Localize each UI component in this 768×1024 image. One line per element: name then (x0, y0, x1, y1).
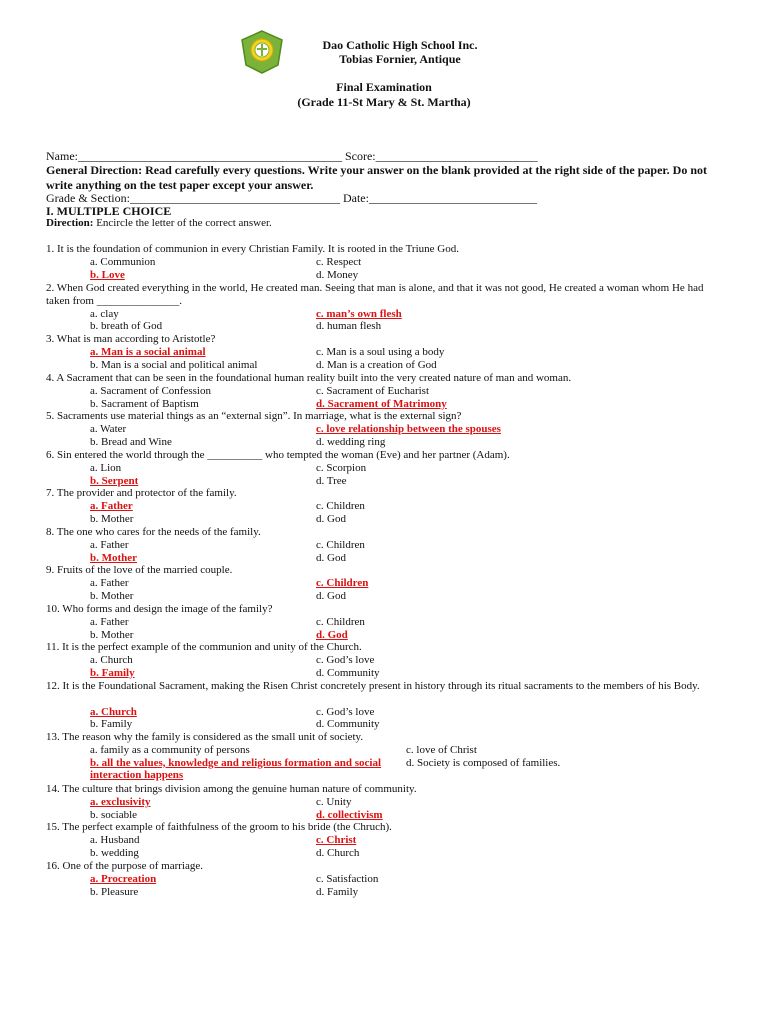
option-c: c. love of Christ (406, 743, 477, 756)
question-text: 4. A Sacrament that can be seen in the foundational human reality built into the very created nature of man and woman. (46, 372, 572, 384)
option-d: d. Community (316, 718, 380, 731)
option-c: c. Children (316, 538, 365, 551)
option-a: a. Communion (90, 255, 156, 268)
option-a: a. Man is a social animal (90, 345, 206, 358)
option-c: c. God’s love (316, 653, 375, 666)
option-b: b. Bread and Wine (90, 435, 172, 448)
option-b: b. sociable (90, 808, 138, 821)
option-b: b. all the values, knowledge and religious formation and social interaction happens (90, 756, 382, 782)
general-direction: General Direction: Read carefully every questions. Write your answer on the blank provided at the right side of the paper. Do not write anything on the test paper except your answer. (46, 163, 707, 192)
question-text: 15. The perfect example of faithfulness of the groom to his bride (the Chruch). (46, 821, 392, 833)
direction-text: Encircle the letter of the correct answer. (93, 217, 272, 229)
question-text: 2. When God created everything in the world, He created man. Seeing that man is alone, and that it was not good, He created a woman whom He had taken from _______________. (46, 282, 704, 307)
option-c: c. Satisfaction (316, 872, 379, 885)
question-text: 5. Sacraments use material things as an “external sign”. In marriage, what is the external sign? (46, 410, 462, 422)
question-text: 3. What is man according to Aristotle? (46, 333, 216, 345)
grade-date-line: Grade & Section:___________________________________ Date:____________________________ (46, 191, 537, 205)
option-b: b. Mother (90, 589, 134, 602)
question-text: 11. It is the perfect example of the communion and unity of the Church. (46, 641, 362, 653)
option-b: b. Family (90, 666, 135, 679)
option-a: a. Water (90, 422, 127, 435)
option-d: d. Money (316, 268, 359, 281)
option-d: d. Church (316, 846, 360, 859)
option-a: a. Church (90, 705, 137, 718)
direction-label: Direction: (46, 217, 94, 229)
option-d: d. Society is composed of families. (406, 756, 561, 769)
question-text: 14. The culture that brings division among the genuine human nature of community. (46, 783, 417, 795)
option-b: b. Pleasure (90, 885, 139, 898)
school-header (290, 38, 510, 66)
option-b: b. breath of God (90, 320, 163, 333)
option-d: d. God (316, 551, 346, 564)
option-a: a. Church (90, 653, 133, 666)
option-c: c. Man is a soul using a body (316, 345, 445, 358)
option-c: c. Scorpion (316, 461, 367, 474)
question-text: 8. The one who cares for the needs of the family. (46, 526, 261, 538)
option-b: b. Sacrament of Baptism (90, 397, 199, 410)
option-c: c. Children (316, 576, 369, 589)
question-text: 1. It is the foundation of communion in every Christian Family. It is rooted in the Triune God. (46, 243, 459, 255)
section-direction (46, 217, 272, 229)
section-title: I. MULTIPLE CHOICE (46, 204, 172, 218)
option-b: b. Mother (90, 512, 134, 525)
option-b: b. Love (90, 268, 125, 281)
school-logo-icon (240, 30, 284, 74)
option-c: c. God’s love (316, 705, 375, 718)
option-d: d. God (316, 589, 346, 602)
option-d: d. Tree (316, 474, 347, 487)
option-a: a. Sacrament of Confession (90, 384, 211, 397)
option-b: b. Mother (90, 551, 138, 564)
option-c: c. love relationship between the spouses (316, 422, 501, 435)
option-c: c. Children (316, 615, 365, 628)
option-d: d. collectivism (316, 808, 383, 821)
option-c: c. Children (316, 499, 365, 512)
option-d: d. God (316, 628, 348, 641)
option-a: a. clay (90, 307, 119, 320)
option-a: a. Father (90, 499, 133, 512)
option-d: d. God (316, 512, 346, 525)
question-text: 6. Sin entered the world through the __________ who tempted the woman (Eve) and her partner (Adam). (46, 449, 510, 461)
question-text: 7. The provider and protector of the family. (46, 487, 237, 499)
option-a: a. Husband (90, 833, 140, 846)
option-b: b. wedding (90, 846, 139, 859)
question-text: 9. Fruits of the love of the married couple. (46, 564, 233, 576)
option-c: c. man’s own flesh (316, 307, 402, 320)
exam-title: Final Examination (336, 80, 432, 94)
option-b: b. Man is a social and political animal (90, 358, 258, 371)
option-c: c. Christ (316, 833, 357, 846)
option-c: c. Unity (316, 795, 352, 808)
option-a: a. Lion (90, 461, 122, 474)
option-d: d. Man is a creation of God (316, 358, 437, 371)
option-b: b. Family (90, 718, 133, 731)
option-a: a. exclusivity (90, 795, 151, 808)
question-text: 13. The reason why the family is considered as the small unit of society. (46, 731, 364, 743)
option-d: d. human flesh (316, 320, 382, 333)
option-b: b. Mother (90, 628, 134, 641)
question-text: 16. One of the purpose of marriage. (46, 860, 204, 872)
option-a: a. Father (90, 576, 129, 589)
option-a: a. Father (90, 538, 129, 551)
option-d: d. Family (316, 885, 359, 898)
option-a: a. family as a community of persons (90, 743, 250, 756)
school-name: Dao Catholic High School Inc. (322, 38, 478, 52)
option-d: d. wedding ring (316, 435, 386, 448)
question-text: 10. Who forms and design the image of the family? (46, 603, 273, 615)
name-score-line: Name:____________________________________________ Score:___________________________ (46, 149, 538, 163)
option-c: c. Respect (316, 255, 362, 268)
option-a: a. Procreation (90, 872, 157, 885)
exam-subtitle: (Grade 11-St Mary & St. Martha) (297, 95, 471, 109)
option-c: c. Sacrament of Eucharist (316, 384, 430, 397)
option-d: d. Sacrament of Matrimony (316, 397, 447, 410)
option-a: a. Father (90, 615, 129, 628)
school-location: Tobias Fornier, Antique (339, 52, 461, 66)
question-text: 12. It is the Foundational Sacrament, making the Risen Christ concretely present in history through its ritual sacraments to the members of his Body. (46, 680, 700, 692)
option-b: b. Serpent (90, 474, 139, 487)
option-d: d. Community (316, 666, 380, 679)
